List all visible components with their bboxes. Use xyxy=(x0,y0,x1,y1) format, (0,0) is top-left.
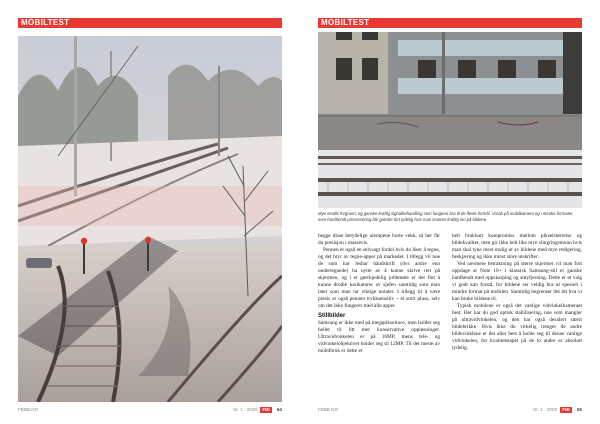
footer-meta xyxy=(533,406,582,414)
subheading: Stillbilder xyxy=(318,313,346,319)
brand-logo: FMI xyxy=(562,407,570,412)
article-column-2 xyxy=(452,233,582,352)
right-page xyxy=(300,0,600,424)
photo-caption: Mye smalls forgrunn, og ganske kraftig signalbehandling som fungerer bra til de fleste formål. Vorab på mobilkamera og i mindre formater, men hardhendt prosessering blir ganske fort tydelig hvis man zoomer kraftig inn på bildene. xyxy=(318,211,574,222)
paragraph: Typisk mobilene er også det vanlige vidvinkelkameraet best. Her har du god optisk stabilisering, noe som mangler på ultravidvinkelen, og den har også desidert størst bildebrikke. Hvis ikke du virkelig trenger de andre bildevinklene er det aller best å holde seg til denne vanlige vidvinkelen, for kvalitetstapet på de to andre er absolutt tydelig. xyxy=(452,303,582,351)
footer-issue: Nr. 1 · 2020 xyxy=(533,407,558,412)
paragraph: helt brukbart kompromiss mellom pikselstørrelse og bildekvalitet, men gir ikke helt like mye slingringsmonn hvis man skal tyne mest mulig ut av bildene med mye redigering, beskjæring og ikke minst store utskrifter. xyxy=(452,233,582,260)
footer-meta xyxy=(233,406,282,414)
building-snow-tracks-photo xyxy=(318,32,582,208)
page-number: 55 xyxy=(576,407,582,412)
page-footer xyxy=(18,406,282,414)
page-footer xyxy=(318,406,582,414)
section-label: MOBILTEST xyxy=(321,18,370,27)
paragraph: Samsung er ikke med på megapikselrace, men holder seg heller til litt mer konservative oppløsninger. Ultravidvinkelen er på 16MP, mens tele- og vidvinkelobjektivet holder seg til 12MP. Til det meste av mobilbruk er dette et xyxy=(318,320,440,354)
article-column-1 xyxy=(318,233,440,355)
footer-site: FBBB.NO xyxy=(18,407,39,412)
section-header xyxy=(18,18,282,28)
page-number: 54 xyxy=(276,407,282,412)
tram-tracks-double-exposure-photo xyxy=(18,36,282,402)
section-header xyxy=(318,18,582,28)
paragraph: begge disse betydelige ulempene borte vekk, så her får du presisjon i massevis. xyxy=(318,233,440,246)
paragraph: Ved nærmere betraktning på større skjermer vil man fort oppdage at Note 10+ i klassisk Samsung-stil er ganske hardhendt med oppskarping og støyfjerning. Dette er et valg vi godt kan forstå, for bildene ser veldig bra ut spesielt i mindre format på mobilen. Samtidig begrenser det litt hva vi kan bruke bildene til. xyxy=(452,261,582,302)
paragraph: Pennen er også en selvsagt fordel hvis du liker å tegne, og det hryr av tegne-apper på markedet. I tillegg vil noe de som har lesbar håndskrift (dvs andre enn undertegnede) ha nytte av å kunne skrive rett på skjermen, og i et gørrkjedelig jobbmøte er det fint å kunne drodle karikaturer av sjefen samtidig som man later som man tar viktige notater. I tillegg til å være presis er også pennen trykksensitiv – et stort pluss, selv om det ikke fungerer med alle apper. xyxy=(318,247,440,309)
footer-site: FBBB.NO xyxy=(318,407,339,412)
section-label: MOBILTEST xyxy=(21,18,70,27)
brand-logo: FMI xyxy=(262,407,270,412)
footer-issue: Nr. 1 · 2020 xyxy=(233,407,258,412)
